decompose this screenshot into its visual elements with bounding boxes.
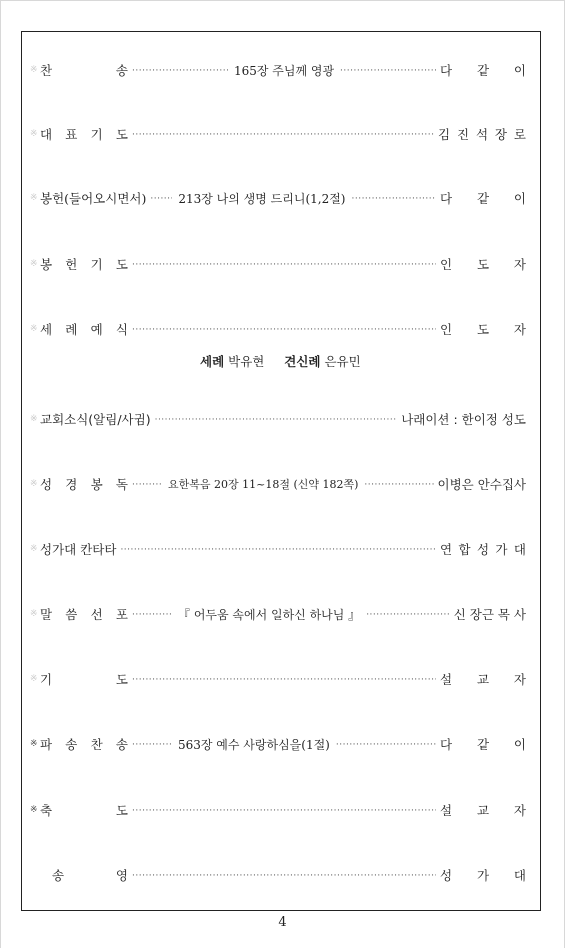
bulletin-frame — [21, 31, 541, 911]
baptism-name: 박유현 — [228, 354, 265, 369]
stand-marker: ※ — [30, 259, 38, 269]
leader-dots — [340, 66, 436, 76]
person-char: 다 — [440, 63, 453, 78]
person-char: 도 — [476, 257, 490, 272]
person-char: 자 — [513, 672, 526, 687]
person-char: 이 — [513, 737, 526, 752]
order-row-hymn — [30, 60, 526, 80]
order-detail: 563장 예수 사랑하심을(1절) — [178, 737, 330, 752]
label-char: 기 — [40, 672, 53, 687]
person-char: 가 — [476, 868, 490, 883]
label-char: 찬 — [40, 63, 53, 78]
leader-dots — [132, 260, 436, 270]
label-char: 도 — [115, 672, 128, 687]
order-row-offering — [30, 188, 526, 208]
order-detail: 213장 나의 생명 드리니(1,2절) — [178, 191, 346, 206]
order-label: 성가대 칸타타 — [40, 542, 117, 557]
label-char: 송 — [65, 737, 78, 752]
leader-dots — [351, 194, 436, 204]
label-char: 기 — [90, 127, 103, 142]
leader-dots — [150, 194, 172, 204]
baptism-candidates — [200, 352, 361, 370]
order-label — [40, 735, 128, 753]
leader-dots — [155, 415, 398, 425]
label-char: 기 — [90, 257, 103, 272]
label-char: 식 — [115, 322, 128, 337]
person-char: 교 — [476, 672, 490, 687]
person-char: 다 — [440, 737, 453, 752]
order-person: 나래이션 : 한이정 성도 — [401, 412, 526, 427]
order-row-cantata — [30, 539, 526, 559]
sermon-title: 『 어두움 속에서 일하신 하나님 』 — [178, 607, 361, 622]
person-char: 대 — [513, 868, 526, 883]
person-char: 이 — [513, 63, 526, 78]
person-char: 성 — [476, 542, 490, 557]
label-char: 도 — [115, 127, 128, 142]
label-char: 송 — [52, 868, 65, 883]
label-char: 포 — [115, 607, 128, 622]
order-person: 이병은 안수집사 — [437, 477, 526, 492]
confirmation-name: 은유민 — [324, 354, 361, 369]
stand-marker: ※ — [30, 739, 38, 749]
label-char: 송 — [115, 63, 128, 78]
order-person — [440, 320, 526, 338]
order-row-offering-prayer — [30, 254, 526, 274]
person-char: 진 — [456, 127, 470, 142]
person-char: 자 — [513, 322, 526, 337]
order-detail: 165장 주님께 영광 — [233, 63, 335, 78]
leader-dots — [336, 740, 436, 750]
label-char: 축 — [40, 803, 53, 818]
page-number: 4 — [278, 915, 287, 930]
order-person — [440, 189, 526, 207]
order-label — [40, 670, 128, 688]
person-char: 다 — [440, 191, 453, 206]
label-char: 봉 — [40, 257, 53, 272]
order-label — [40, 61, 128, 79]
order-label — [40, 801, 128, 819]
order-row-doxology — [30, 865, 526, 885]
stand-marker: ※ — [30, 674, 38, 684]
person-char: 자 — [513, 803, 526, 818]
order-person — [440, 866, 526, 884]
label-char: 세 — [40, 322, 53, 337]
order-label — [40, 320, 128, 338]
person-char: 도 — [476, 322, 490, 337]
stand-marker: ※ — [30, 65, 38, 75]
person-char: 같 — [476, 63, 490, 78]
person-char: 로 — [513, 127, 526, 142]
label-char: 예 — [90, 322, 103, 337]
order-row-church-news — [30, 409, 526, 429]
person-char: 연 — [440, 542, 453, 557]
label-char: 선 — [90, 607, 103, 622]
order-label — [40, 475, 128, 493]
baptism-label: 세례 — [200, 354, 225, 369]
order-person — [438, 125, 526, 143]
order-person — [440, 801, 526, 819]
order-row-prayer — [30, 669, 526, 689]
confirmation-label: 견신례 — [284, 354, 321, 369]
person-char: 가 — [495, 542, 508, 557]
order-label: 봉헌(들어오시면서) — [40, 191, 147, 206]
order-person — [440, 255, 526, 273]
person-char: 석 — [475, 127, 489, 142]
leader-dots — [120, 545, 436, 555]
person-char: 설 — [440, 803, 453, 818]
leader-dots — [132, 480, 162, 490]
order-person — [440, 540, 526, 558]
person-char: 인 — [440, 257, 453, 272]
order-row-sending-hymn — [30, 734, 526, 754]
order-label — [40, 605, 128, 623]
person-char: 인 — [440, 322, 453, 337]
leader-dots — [132, 740, 172, 750]
label-char: 경 — [65, 477, 78, 492]
leader-dots — [364, 480, 433, 490]
stand-marker: ※ — [30, 414, 38, 424]
order-person — [440, 735, 526, 753]
leader-dots — [366, 610, 450, 620]
label-char: 표 — [65, 127, 78, 142]
order-label — [40, 255, 128, 273]
label-char: 송 — [115, 737, 128, 752]
person-char: 설 — [440, 672, 453, 687]
order-person — [440, 61, 526, 79]
order-row-sermon — [30, 604, 526, 624]
person-char: 같 — [476, 191, 490, 206]
label-char: 봉 — [90, 477, 103, 492]
person-char: 김 — [438, 127, 451, 142]
person-char: 합 — [458, 542, 471, 557]
label-char: 헌 — [65, 257, 78, 272]
page-edge-top — [0, 0, 565, 1]
order-row-representative-prayer — [30, 124, 526, 144]
label-char: 영 — [115, 868, 128, 883]
order-label — [40, 125, 128, 143]
leader-dots — [132, 871, 436, 881]
label-char: 대 — [40, 127, 53, 142]
label-char: 파 — [40, 737, 53, 752]
stand-marker: ※ — [30, 479, 38, 489]
stand-marker: ※ — [30, 193, 38, 203]
order-row-baptism — [30, 319, 526, 339]
person-char: 교 — [476, 803, 490, 818]
leader-dots — [132, 675, 436, 685]
label-char: 씀 — [65, 607, 78, 622]
leader-dots — [132, 66, 228, 76]
leader-dots — [132, 610, 172, 620]
leader-dots — [132, 806, 436, 816]
label-char: 찬 — [90, 737, 103, 752]
person-char: 대 — [513, 542, 526, 557]
leader-dots — [132, 130, 434, 140]
order-detail: 요한복음 20장 11~18절 (신약 182쪽) — [168, 478, 359, 491]
label-char: 례 — [65, 322, 78, 337]
label-char: 독 — [115, 477, 128, 492]
order-label — [40, 866, 128, 884]
stand-marker: ※ — [30, 544, 38, 554]
order-row-benediction — [30, 800, 526, 820]
label-char: 성 — [40, 477, 53, 492]
stand-marker: ※ — [30, 129, 38, 139]
label-char: 말 — [40, 607, 53, 622]
stand-marker: ※ — [30, 609, 38, 619]
label-char: 도 — [115, 803, 128, 818]
page-edge-left — [0, 0, 1, 948]
order-person: 신 장근 목 사 — [453, 607, 526, 622]
stand-marker: ※ — [30, 324, 38, 334]
order-row-scripture — [30, 474, 526, 494]
label-char: 도 — [115, 257, 128, 272]
leader-dots — [132, 325, 436, 335]
stand-marker: ※ — [30, 805, 38, 815]
person-char: 성 — [440, 868, 453, 883]
person-char: 이 — [513, 191, 526, 206]
order-label: 교회소식(알림/사귐) — [40, 412, 151, 427]
person-char: 같 — [476, 737, 490, 752]
person-char: 장 — [494, 127, 507, 142]
person-char: 자 — [513, 257, 526, 272]
order-person — [440, 670, 526, 688]
